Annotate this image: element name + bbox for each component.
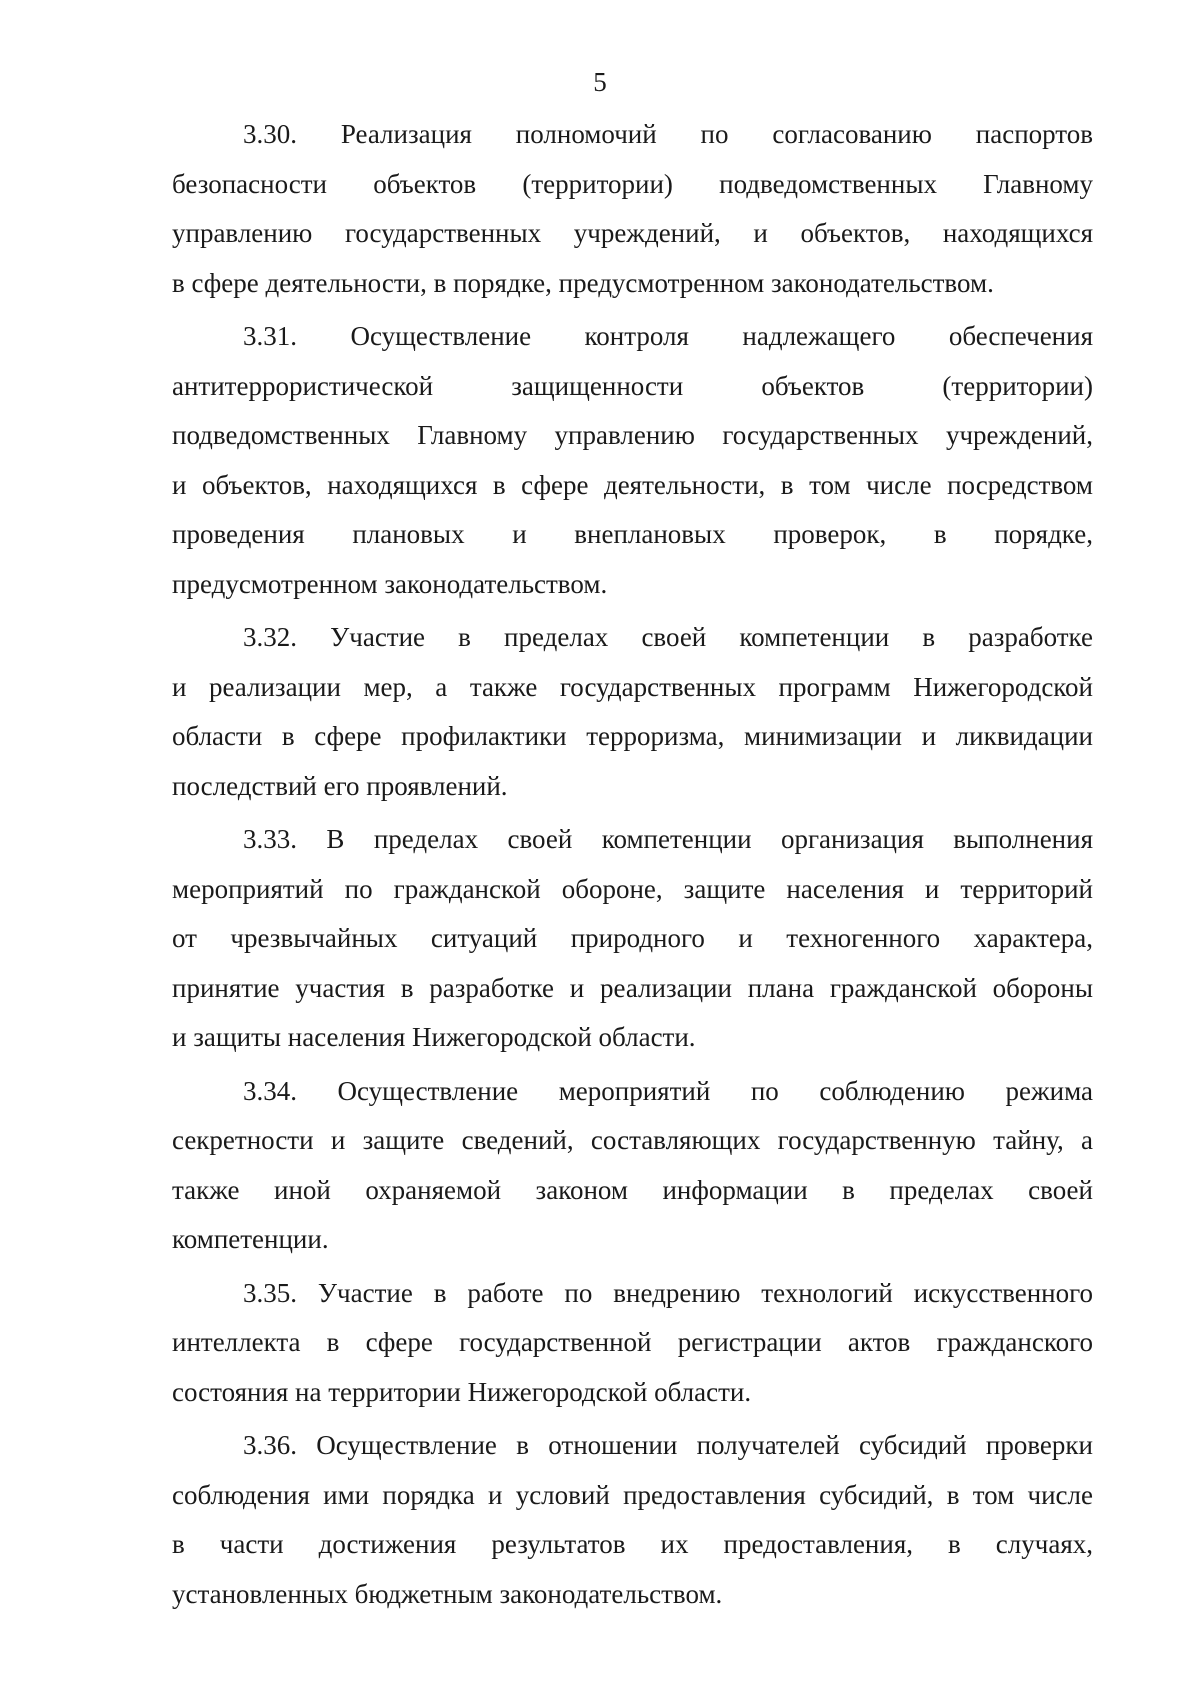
- text-line: в части достижения результатов их предоставления, в случаях,: [172, 1529, 1093, 1559]
- text-line: 3.31. Осуществление контроля надлежащего обеспечения: [243, 321, 1093, 351]
- text-line: и объектов, находящихся в сфере деятельности, в том числе посредством: [172, 469, 1093, 500]
- clause-3-34: [172, 1067, 1093, 1265]
- text-line: 3.33. В пределах своей компетенции организация выполнения: [243, 824, 1093, 854]
- text-line: проведения плановых и внеплановых проверок, в порядке,: [172, 519, 1093, 549]
- text-line: 3.30. Реализация полномочий по согласованию паспортов: [243, 119, 1093, 149]
- text-line: антитеррористической защищенности объектов (территории): [172, 370, 1093, 401]
- document-body: [172, 110, 1093, 1623]
- page-number: 5: [593, 67, 607, 97]
- text-line: установленных бюджетным законодательством.: [172, 1578, 723, 1609]
- text-line: последствий его проявлений.: [172, 770, 508, 801]
- text-line: 3.34. Осуществление мероприятий по соблюдению режима: [243, 1075, 1093, 1106]
- clause-3-30: [172, 110, 1093, 308]
- clause-3-32: [172, 613, 1093, 811]
- text-line: предусмотренном законодательством.: [172, 568, 608, 599]
- text-line: от чрезвычайных ситуаций природного и техногенного характера,: [172, 923, 1093, 953]
- clause-3-31: [172, 312, 1093, 609]
- text-line: в сфере деятельности, в порядке, предусмотренном законодательством.: [172, 267, 994, 298]
- text-line: безопасности объектов (территории) подведомственных Главному: [172, 168, 1093, 199]
- text-line: также иной охраняемой законом информации в пределах своей: [172, 1174, 1093, 1205]
- text-line: и реализации мер, а также государственных программ Нижегородской: [172, 671, 1093, 702]
- text-line: 3.36. Осуществление в отношении получателей субсидий проверки: [243, 1430, 1093, 1460]
- text-line: области в сфере профилактики терроризма, минимизации и ликвидации: [172, 721, 1093, 751]
- clause-3-36: [172, 1421, 1093, 1619]
- text-line: принятие участия в разработке и реализации плана гражданской обороны: [172, 972, 1093, 1003]
- text-line: управлению государственных учреждений, и объектов, находящихся: [172, 218, 1093, 248]
- text-line: подведомственных Главному управлению государственных учреждений,: [172, 420, 1093, 450]
- text-line: состояния на территории Нижегородской области.: [172, 1376, 752, 1407]
- text-line: 3.35. Участие в работе по внедрению технологий искусственного: [243, 1277, 1093, 1308]
- text-line: интеллекта в сфере государственной регистрации актов гражданского: [172, 1327, 1093, 1357]
- clause-3-35: [172, 1269, 1093, 1418]
- clause-3-33: [172, 815, 1093, 1063]
- text-line: соблюдения ими порядка и условий предоставления субсидий, в том числе: [172, 1479, 1093, 1510]
- text-line: и защиты населения Нижегородской области.: [172, 1022, 696, 1052]
- text-line: секретности и защите сведений, составляющих государственную тайну, а: [172, 1125, 1093, 1155]
- text-line: мероприятий по гражданской обороне, защите населения и территорий: [172, 873, 1093, 904]
- text-line: 3.32. Участие в пределах своей компетенции в разработке: [243, 622, 1093, 652]
- text-line: компетенции.: [172, 1224, 329, 1254]
